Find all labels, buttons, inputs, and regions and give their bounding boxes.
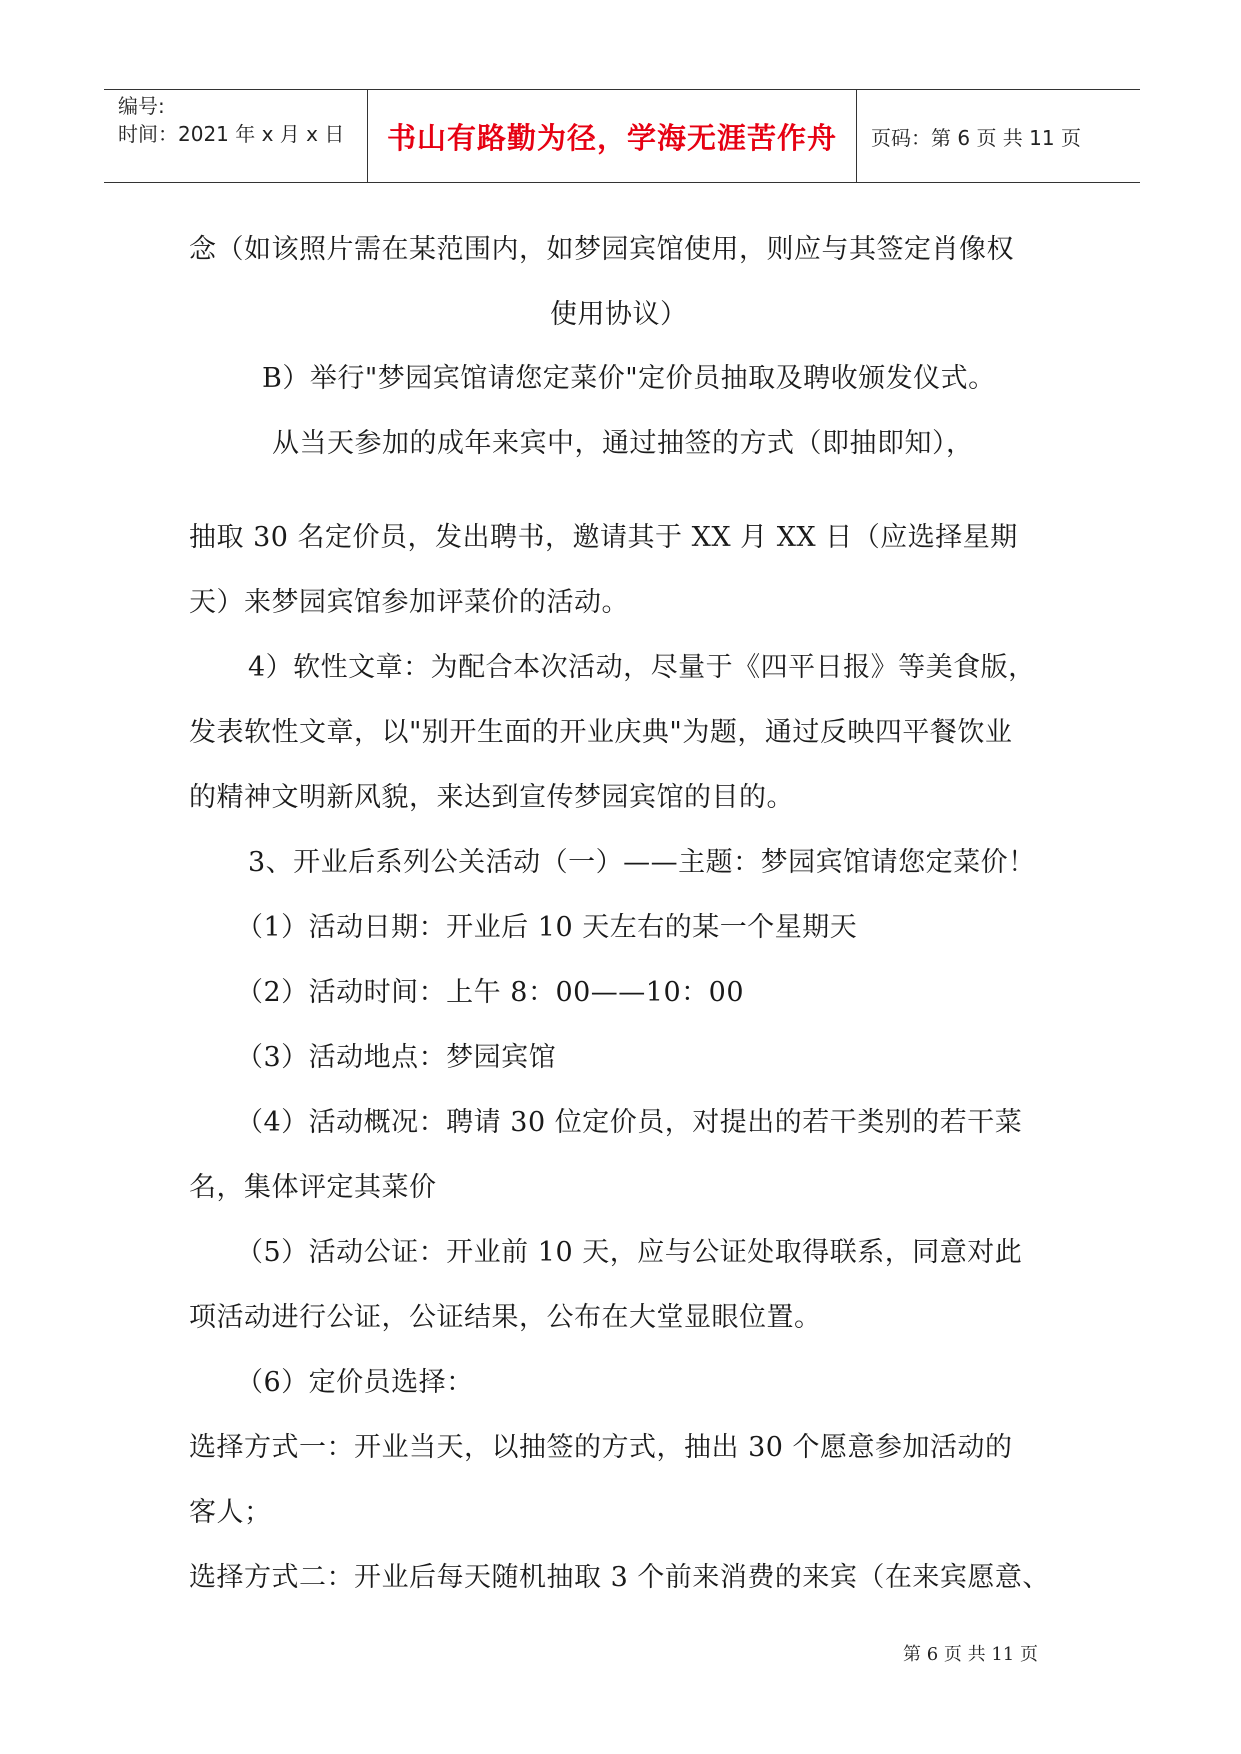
body-line: 选择方式一：开业当天，以抽签的方式，抽出 30 个愿意参加活动的: [189, 1432, 1013, 1463]
body-line: 天）来梦园宾馆参加评菜价的活动。: [189, 587, 629, 618]
header-motto: 书山有路勤为径，学海无涯苦作舟: [368, 90, 857, 182]
body-line: B）举行"梦园宾馆请您定菜价"定价员抽取及聘收颁发仪式。: [262, 363, 996, 394]
time-label: 时间：2021 年 x 月 x 日: [118, 122, 345, 146]
body-line: （1）活动日期：开业后 10 天左右的某一个星期天: [236, 912, 858, 943]
page-footer: 第 6 页 共 11 页: [903, 1644, 1038, 1665]
body-line: （5）活动公证：开业前 10 天，应与公证处取得联系，同意对此: [236, 1237, 1023, 1268]
body-line: 抽取 30 名定价员，发出聘书，邀请其于 XX 月 XX 日（应选择星期: [189, 522, 1018, 553]
body-line: 3、开业后系列公关活动（一）——主题：梦园宾馆请您定菜价！: [248, 847, 1036, 878]
number-label: 编号:: [118, 94, 165, 118]
body-line: （6）定价员选择：: [236, 1367, 474, 1398]
body-line: （4）活动概况：聘请 30 位定价员，对提出的若干类别的若干菜: [236, 1107, 1023, 1138]
header-left-cell: [104, 90, 368, 182]
body-line: 从当天参加的成年来宾中，通过抽签的方式（即抽即知），: [272, 428, 974, 459]
body-line: 选择方式二：开业后每天随机抽取 3 个前来消费的来宾（在来宾愿意、: [189, 1562, 1050, 1593]
body-line: 名，集体评定其菜价: [189, 1172, 437, 1203]
body-line: （2）活动时间：上午 8：00——10：00: [236, 977, 745, 1008]
body-line: 念（如该照片需在某范围内，如梦园宾馆使用，则应与其签定肖像权: [189, 234, 1014, 265]
body-line: 的精神文明新风貌，来达到宣传梦园宾馆的目的。: [189, 782, 794, 813]
body-line: 4）软性文章：为配合本次活动，尽量于《四平日报》等美食版，: [248, 652, 1036, 683]
header-page-label: 页码：第 6 页 共 11 页: [871, 125, 1081, 150]
document-header: [104, 89, 1140, 183]
body-line: 项活动进行公证，公证结果，公布在大堂显眼位置。: [189, 1302, 822, 1333]
body-line: 客人；: [189, 1497, 272, 1528]
body-line: 使用协议）: [550, 299, 688, 330]
body-line: 发表软性文章，以"别开生面的开业庆典"为题，通过反映四平餐饮业: [189, 717, 1013, 748]
body-line: （3）活动地点：梦园宾馆: [236, 1042, 557, 1073]
